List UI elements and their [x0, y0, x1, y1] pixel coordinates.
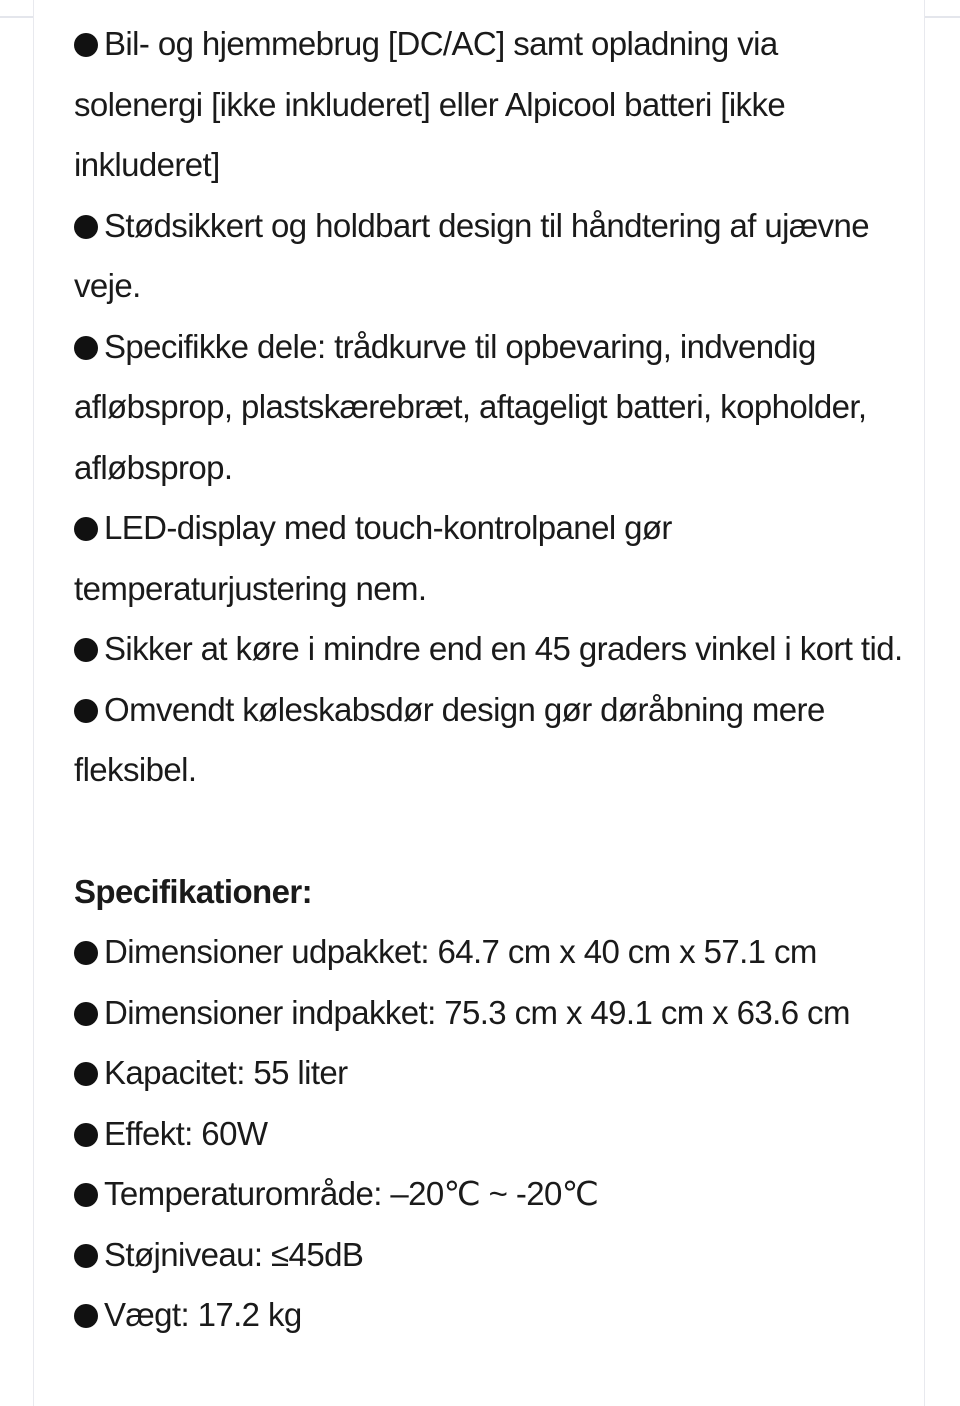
feature-item — [74, 498, 904, 619]
bullet-icon — [74, 1304, 98, 1328]
feature-item — [74, 317, 904, 499]
section-spacer — [74, 801, 904, 862]
feature-text: Omvendt køleskabsdør design gør døråbning mere fleksibel. — [74, 690, 825, 788]
bullet-icon — [74, 699, 98, 723]
feature-text: LED-display med touch-kontrolpanel gør temperaturjustering nem. — [74, 509, 672, 607]
spec-text: Vægt: 17.2 kg — [104, 1296, 302, 1333]
feature-item — [74, 619, 904, 680]
bullet-icon — [74, 33, 98, 57]
spec-text: Støjniveau: ≤45dB — [104, 1235, 364, 1273]
spec-item — [74, 983, 904, 1044]
specs-heading: Specifikationer: — [74, 872, 312, 910]
spec-item — [74, 1285, 904, 1346]
feature-item — [74, 196, 904, 317]
feature-item — [74, 14, 904, 196]
feature-text: Sikker at køre i mindre end en 45 graders vinkel i kort tid. — [104, 630, 903, 667]
spec-text: Temperaturområde: –20℃ ~ -20℃ — [104, 1175, 599, 1212]
spec-text: Dimensioner udpakket: 64.7 cm x 40 cm x 57.1 cm — [104, 933, 817, 970]
spec-text: Effekt: 60W — [104, 1114, 268, 1152]
bullet-icon — [74, 1244, 98, 1268]
bullet-icon — [74, 1123, 98, 1147]
bullet-icon — [74, 1002, 98, 1026]
bullet-icon — [74, 215, 98, 239]
feature-item — [74, 680, 904, 801]
spec-item — [74, 1225, 904, 1286]
bullet-icon — [74, 336, 98, 360]
feature-text: Bil- og hjemmebrug [DC/AC] samt opladning via solenergi [ikke inkluderet] eller Alpicool batteri [ikke inkluderet] — [74, 25, 786, 183]
feature-text: Specifikke dele: trådkurve til opbevaring, indvendig afløbsprop, plastskærebræt, aftageligt batteri, kopholder, afløbsprop. — [74, 327, 867, 486]
description-card — [33, 0, 925, 1406]
product-description — [74, 14, 904, 1346]
bullet-icon — [74, 1062, 98, 1086]
spec-text: Dimensioner indpakket: 75.3 cm x 49.1 cm x 63.6 cm — [104, 993, 850, 1031]
bullet-icon — [74, 638, 98, 662]
spec-item — [74, 1164, 904, 1225]
spec-text: Kapacitet: 55 liter — [104, 1054, 348, 1091]
bullet-icon — [74, 941, 98, 965]
bullet-icon — [74, 1183, 98, 1207]
spec-item — [74, 922, 904, 983]
spec-item — [74, 1043, 904, 1104]
spec-item — [74, 1104, 904, 1165]
feature-text: Stødsikkert og holdbart design til håndtering af ujævne veje. — [74, 206, 869, 304]
bullet-icon — [74, 517, 98, 541]
